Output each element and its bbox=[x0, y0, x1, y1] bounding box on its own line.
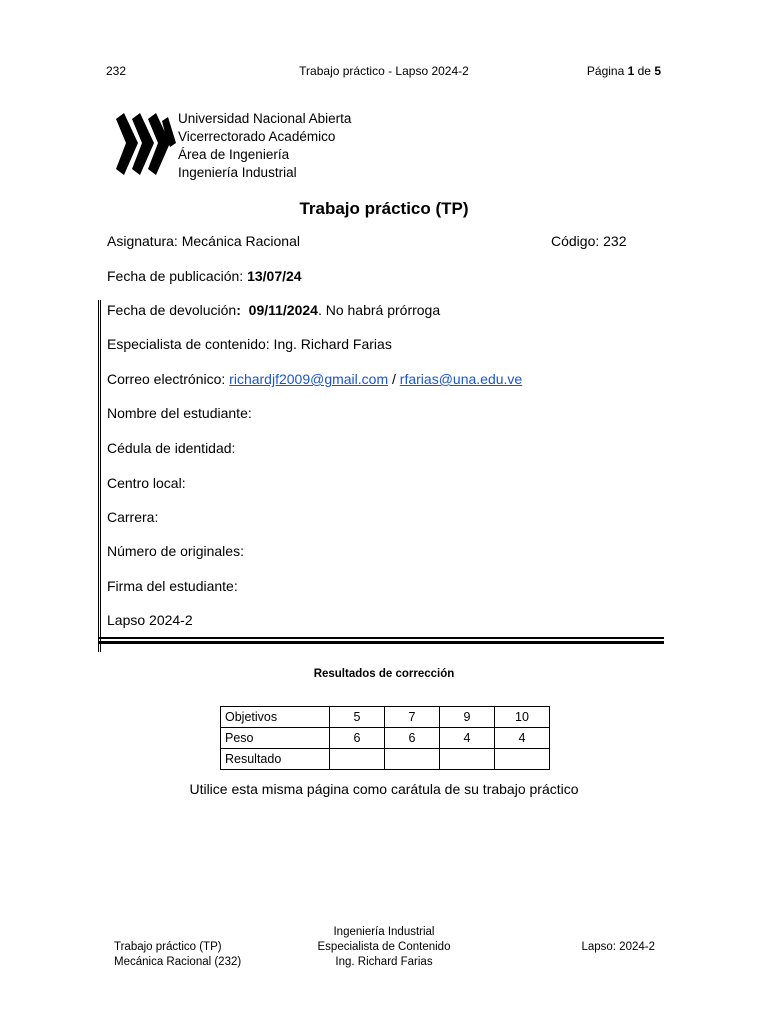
table-cell: 6 bbox=[330, 728, 385, 749]
id-number-field: Cédula de identidad: bbox=[107, 440, 236, 456]
local-center-field: Centro local: bbox=[107, 475, 186, 491]
table-cell: 9 bbox=[440, 707, 495, 728]
footer-line: Ingeniería Industrial bbox=[333, 926, 435, 938]
return-date-field: Fecha de devolución: 09/11/2024. No habrá prórroga bbox=[107, 302, 441, 318]
table-row bbox=[221, 728, 550, 749]
una-logo bbox=[116, 113, 176, 181]
table-cell bbox=[385, 749, 440, 770]
table-cell: 6 bbox=[385, 728, 440, 749]
student-name-field: Nombre del estudiante: bbox=[107, 405, 252, 421]
table-cell: 7 bbox=[385, 707, 440, 728]
table-cell: 4 bbox=[495, 728, 550, 749]
subject-field: Asignatura: Mecánica Racional bbox=[107, 233, 300, 249]
table-row bbox=[221, 707, 550, 728]
footer-line: Mecánica Racional (232) bbox=[114, 956, 242, 968]
footer-line: Ing. Richard Farias bbox=[335, 956, 433, 968]
table-cell: 4 bbox=[440, 728, 495, 749]
table-cell bbox=[495, 749, 550, 770]
institution-line: Universidad Nacional Abierta bbox=[178, 111, 352, 126]
email-field: Correo electrónico: richardjf2009@gmail.com / rfarias@una.edu.ve bbox=[107, 371, 523, 387]
career-field: Carrera: bbox=[107, 509, 159, 525]
frame-left-border bbox=[98, 300, 101, 652]
table-cell bbox=[330, 749, 385, 770]
results-title: Resultados de corrección bbox=[313, 668, 455, 680]
document-title: Trabajo práctico (TP) bbox=[299, 199, 469, 218]
frame-bottom-border bbox=[98, 637, 664, 639]
footer-right: Lapso: 2024-2 bbox=[581, 941, 655, 953]
institution-line: Vicerrectorado Académico bbox=[178, 129, 336, 144]
footer-line: Trabajo práctico (TP) bbox=[114, 941, 222, 953]
table-cell: 5 bbox=[330, 707, 385, 728]
results-table bbox=[220, 706, 550, 770]
institution-line: Área de Ingeniería bbox=[178, 147, 290, 162]
footer-line: Especialista de Contenido bbox=[317, 941, 451, 953]
header-title: Trabajo práctico - Lapso 2024-2 bbox=[299, 64, 469, 78]
table-cell: 10 bbox=[495, 707, 550, 728]
row-label: Resultado bbox=[221, 749, 330, 770]
email-link-1[interactable]: richardjf2009@gmail.com bbox=[229, 371, 389, 387]
table-row bbox=[221, 749, 550, 770]
row-label: Peso bbox=[221, 728, 330, 749]
specialist-field: Especialista de contenido: Ing. Richard Farias bbox=[107, 336, 392, 352]
frame-bottom-border bbox=[98, 641, 664, 644]
originals-count-field: Número de originales: bbox=[107, 543, 244, 559]
code-field: Código: 232 bbox=[551, 233, 627, 249]
institution-name bbox=[178, 110, 351, 182]
term-field: Lapso 2024-2 bbox=[107, 612, 193, 628]
table-cell bbox=[440, 749, 495, 770]
cover-note: Utilice esta misma página como carátula de su trabajo práctico bbox=[189, 781, 579, 797]
institution-line: Ingeniería Industrial bbox=[178, 165, 297, 180]
student-signature-field: Firma del estudiante: bbox=[107, 578, 238, 594]
publication-date-field: Fecha de publicación: 13/07/24 bbox=[107, 268, 302, 284]
header-code: 232 bbox=[106, 64, 127, 78]
email-link-2[interactable]: rfarias@una.edu.ve bbox=[399, 371, 523, 387]
header-page-number: Página 1 de 5 bbox=[586, 64, 661, 78]
row-label: Objetivos bbox=[221, 707, 330, 728]
